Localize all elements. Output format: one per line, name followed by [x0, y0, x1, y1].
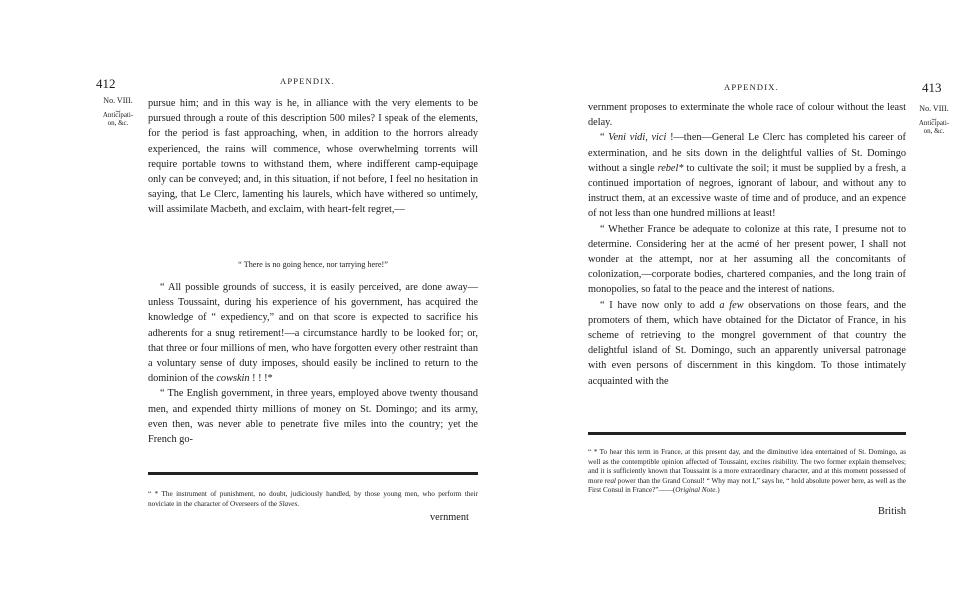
left-quote: “ There is no going hence, nor tarrying here!” — [238, 260, 388, 269]
left-margin-brace: ⏟ — [115, 103, 121, 112]
right-paragraph-2-text: !—then—General Le Clerc has completed his career of extermination, and he sits down in the delightful vallies of St. Domingo without a single — [588, 132, 906, 174]
right-paragraph-4-emphasis: a few — [719, 299, 744, 311]
left-margin-sub-2: on, &c. — [107, 119, 129, 127]
right-catchword: British — [878, 506, 907, 517]
right-paragraph-4 — [588, 298, 906, 389]
left-body-top — [148, 96, 478, 218]
left-footnote-rule — [148, 472, 478, 475]
right-paragraph-2-emphasis-1: Veni vidi, vici — [608, 132, 667, 144]
right-footnote — [588, 448, 906, 496]
right-body — [588, 100, 906, 389]
left-running-header: APPENDIX. — [280, 76, 335, 86]
right-page-number: 413 — [922, 80, 942, 95]
right-paragraph-2-tail: to cultivate the soil; it must be supplied by a fresh, a continued importation of negroes, ignorant of labour, and without any to instruct them, at an excessive waste of time and of produce, and an expence of not less than one hundred millions at least! — [588, 162, 907, 220]
right-margin-brace: ⏟ — [931, 111, 937, 120]
right-footnote-emphasis-1: real — [604, 476, 616, 485]
left-margin-note — [96, 96, 140, 127]
left-margin-number: No. VIII. — [103, 96, 133, 105]
left-paragraph-2 — [148, 280, 478, 386]
right-paragraph-4-tail: observations on those fears, and the promoters of them, which have obtained for the Dictator of France, in his scheme of retrieving to the mongrel government of that country the delightful island of St. Domingo, such an apparently universal patronage with even persons of discernment in this kingdom. To those intimately acquainted with the — [588, 299, 906, 387]
right-footnote-emphasis-2: Original Note. — [675, 486, 718, 495]
left-page-number: 412 — [96, 76, 116, 91]
left-footnote-emphasis: Slaves — [278, 499, 298, 508]
left-catchword: vernment — [430, 512, 469, 523]
right-margin-number: No. VIII. — [919, 104, 949, 113]
left-paragraph-3: “ The English government, in three years, employed above twenty thousand men, and expended thirty millions of money on St. Domingo; and its army, even then, was never able to penetrate five miles into the country; yet the French go- — [148, 388, 478, 446]
right-paragraph-2: “ Veni vidi, vici !—then—General Le Clerc has completed his career of extermination, and he sits down in the delightful vallies of St. Domingo without a single rebel* to cultivate the soil; it must be supplied by a fresh, a continued importation of negroes, ignorant of labour, and without any to instruct them, at an excessive waste of time and of produce, and an expence of not less than one hundred millions at least! — [588, 132, 907, 220]
left-footnote-tail: . — [297, 499, 300, 508]
right-paragraph-2-emphasis-2: rebel* — [657, 162, 684, 174]
right-footnote-rule — [588, 432, 906, 435]
left-paragraph-2-emphasis: cowskin — [216, 373, 250, 385]
left-body-bottom — [148, 280, 478, 447]
right-footnote-tail: ) — [717, 486, 720, 495]
left-margin-sub-1: Anticipati- — [102, 111, 134, 119]
left-paragraph-2-tail: ! ! !* — [249, 373, 273, 385]
left-paragraph-2-text: “ All possible grounds of success, it is easily perceived, are done away—unless Toussaint, during his experience of his government, has acquired the knowledge of “ expediency,” and on that score is expected to sacrifice his adherents for a snug retirement!—a circumstance hardly to be looked for; or, that three or four millions of men, who have forgotten every other restraint than a voluntary sense of duty imposes, should easily be inclined to return to the dominion of the — [148, 282, 478, 385]
left-footnote — [148, 490, 478, 509]
left-paragraph-1: pursue him; and in this way is he, in alliance with the very elements to be pursued through a route of this description 500 miles? I speak of the elements, for the period is fast approaching, when, in addition to the horrors already experienced, the rains will commence, whose overwhelming torrents will require portable towns to withstand them, where indifferent camp-equipage only can be conveyed; and, in this situation, if not before, I feel no hesitation in saying, that Le Clerc, lamenting his laurels, which have withered so untimely, will assimilate Macbeth, and exclaim, with heart-felt regret,— — [148, 98, 478, 216]
right-margin-note — [912, 104, 956, 135]
right-running-header: APPENDIX. — [724, 82, 779, 92]
left-footnote-text: “ * The instrument of punishment, no doubt, judiciously handled, by those young men, who perform their noviciate in the character of Overseers of the — [148, 490, 478, 508]
right-paragraph-1: vernment proposes to exterminate the whole race of colour without the least delay. — [588, 102, 906, 129]
right-paragraph-3: “ Whether France be adequate to colonize at this rate, I presume not to determine. Considering her at the acmé of her present power, I shall not wonder at the attempt, nor at her assuming all the concomitants of colonization,—corporate bodies, chartered companies, and the long train of monopolies, so fatal to the peace and the interest of nations. — [588, 223, 906, 296]
right-footnote-text: “ * To hear this term in France, at this present day, and the diminutive idea entertained of St. Domingo, as well as the contemptible opinion affected of Toussaint, excites risibility. The two former explain themselves; and it is sufficiently known that Toussaint is a more extraordinary character, and at this moment possessed of more — [588, 448, 906, 485]
right-paragraph-4-text: “ I have now only to add — [600, 299, 720, 311]
right-margin-sub-1: Anticipati- — [918, 119, 950, 127]
right-margin-sub-2: on, &c. — [923, 127, 945, 135]
right-footnote-middle: power than the Grand Consul! “ Why may not I,” says he, “ hold absolute power here, as well as the First Consul in France?”——( — [588, 476, 906, 495]
